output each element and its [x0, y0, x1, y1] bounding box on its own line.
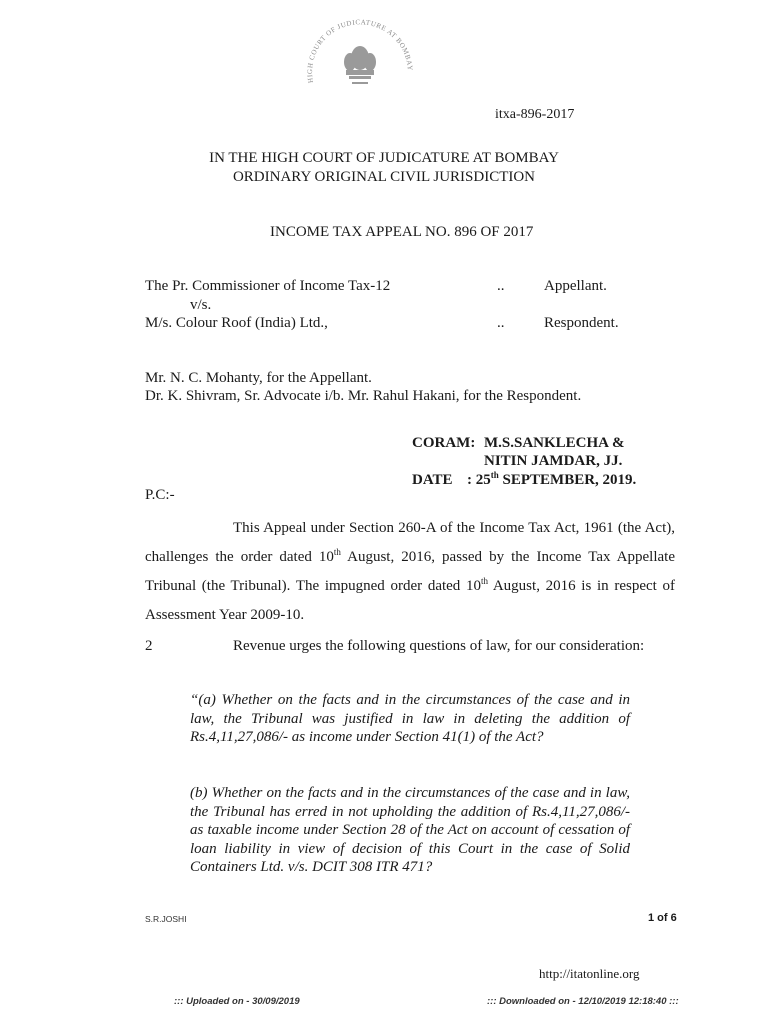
- question-b: (b) Whether on the facts and in the circumstances of the case and in law, the Tribunal has erred in not upholding the addition of Rs.4,11,27,086/- as taxable income under Section 28 of the Act on account of cessation of loan liability in view of decision of this Court in the case of Solid Containers Ltd. v/s. DCIT 308 ITR 471?: [190, 785, 630, 875]
- page-number: 1 of 6: [648, 912, 677, 924]
- coram-label: CORAM:: [412, 435, 476, 451]
- appellant-dots: ..: [497, 278, 505, 294]
- court-name: IN THE HIGH COURT OF JUDICATURE AT BOMBAY: [209, 150, 559, 166]
- website-link[interactable]: http://itatonline.org: [539, 966, 640, 981]
- versus-label: v/s.: [190, 297, 212, 313]
- date-label: DATE: [412, 472, 453, 488]
- appellant-role: Appellant.: [544, 278, 607, 294]
- coram-judge-1: M.S.SANKLECHA &: [484, 435, 625, 451]
- pc-label: P.C:-: [145, 487, 175, 503]
- appellant-name: The Pr. Commissioner of Income Tax-12: [145, 278, 391, 294]
- counsel-appellant: Mr. N. C. Mohanty, for the Appellant.: [145, 370, 372, 386]
- appeal-title: INCOME TAX APPEAL NO. 896 OF 2017: [270, 224, 534, 240]
- counsel-respondent: Dr. K. Shivram, Sr. Advocate i/b. Mr. Rahul Hakani, for the Respondent.: [145, 388, 582, 404]
- question-a: “(a) Whether on the facts and in the circumstances of the case and in law, the Tribunal was justified in law in deleting the addition of Rs.4,11,27,086/- as income under Section 41(1) of the Act?: [190, 692, 630, 745]
- uploaded-stamp: ::: Uploaded on - 30/09/2019: [174, 996, 300, 1007]
- reference-number: itxa-896-2017: [495, 107, 575, 122]
- coram-judge-2: NITIN JAMDAR, JJ.: [484, 453, 623, 469]
- respondent-role: Respondent.: [544, 315, 619, 331]
- downloaded-stamp: ::: Downloaded on - 12/10/2019 12:18:40 :::: [487, 996, 679, 1007]
- respondent-name: M/s. Colour Roof (India) Ltd.,: [145, 315, 328, 331]
- paragraph-1: This Appeal under Section 260-A of the Income Tax Act, 1961 (the Act), challenges the order dated 10th August, 2016, passed by the Income Tax Appellate Tribunal (the Tribunal). The impugned order dated 10th August, 2016 is in respect of Assessment Year 2009-10.: [145, 520, 675, 623]
- seal-ring-text: HIGH COURT OF JUDICATURE AT BOMBAY: [305, 18, 415, 84]
- order-date: : 25th SEPTEMBER, 2019.: [467, 470, 637, 488]
- respondent-dots: ..: [497, 315, 505, 331]
- court-jurisdiction: ORDINARY ORIGINAL CIVIL JURISDICTION: [232, 169, 536, 185]
- stenographer-initials: S.R.JOSHI: [145, 914, 187, 924]
- paragraph-2-number: 2: [145, 638, 153, 654]
- paragraph-2: Revenue urges the following questions of law, for our consideration:: [233, 638, 645, 654]
- court-seal-emblem: [300, 8, 420, 108]
